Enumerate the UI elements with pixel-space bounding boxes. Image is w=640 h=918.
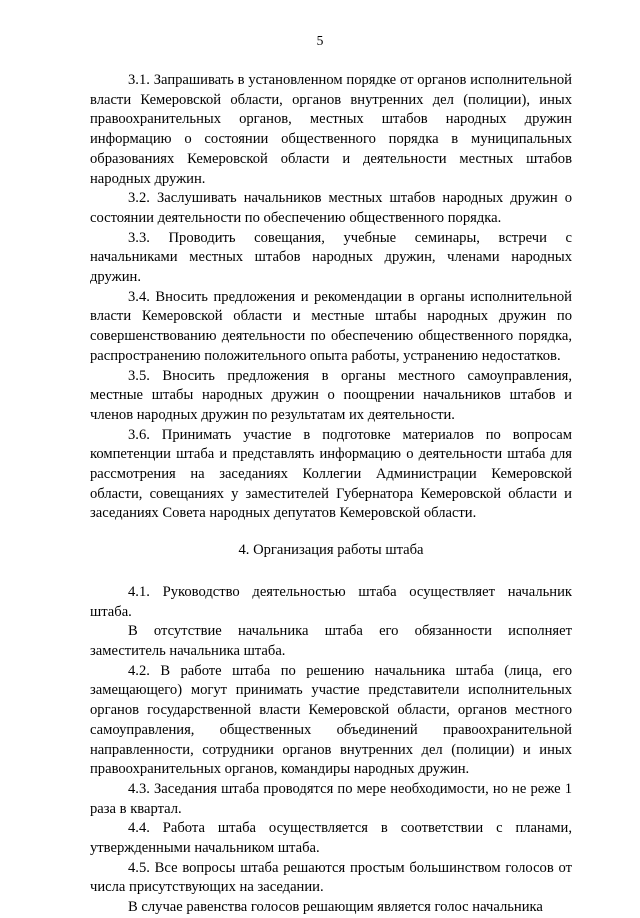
paragraph-3-4: 3.4. Вносить предложения и рекомендации в органы исполнительной власти Кемеровской области и местные штабы народных дружин по совершенствованию деятельности по обеспечению общественного порядка, распространению положительного опыта работы, устранению недостатков. (90, 288, 572, 364)
paragraph-4-4: 4.4. Работа штаба осуществляется в соответствии с планами, утвержденными начальником штаба. (90, 820, 572, 857)
section-heading: 4. Организация работы штаба (238, 542, 424, 559)
paragraph-3-1: 3.1. Запрашивать в установленном порядке от органов исполнительной власти Кемеровской области, органов внутренних дел (полиции), иных правоохранительных органов, местных штабов народных дружин информацию о состоянии общественного порядка в муниципальных образованиях Кемеровской области и деятельности местных штабов народных дружин. (90, 72, 572, 187)
paragraph-4-2: 4.2. В работе штаба по решению начальника штаба (лица, его замещающего) могут принимать участие представители исполнительных органов государственной власти Кемеровской области, органов местного самоуправления, общественных объединений правоохранительной направленности, сотрудники органов внутренних дел (полиции) и иных правоохранительных органов, командиры народных дружин. (90, 662, 572, 778)
paragraph-3-5: 3.5. Вносить предложения в органы местного самоуправления, местные штабы народных дружин о поощрении начальников штабов и членов народных дружин по результатам их деятельности. (90, 367, 572, 423)
page-number: 5 (316, 33, 324, 48)
paragraph-3-6: 3.6. Принимать участие в подготовке материалов по вопросам компетенции штаба и представлять информацию о деятельности штаба для рассмотрения на заседаниях Коллегии Администрации Кемеровской области, совещаниях у заместителей Губернатора Кемеровской области и заседаниях Совета народных депутатов Кемеровской области. (90, 426, 572, 522)
paragraph-4-3: 4.3. Заседания штаба проводятся по мере необходимости, но не реже 1 раза в квартал. (90, 780, 572, 817)
document-body (90, 71, 572, 918)
paragraph-3-3: 3.3. Проводить совещания, учебные семинары, встречи с начальниками местных штабов народных дружин, членами народных дружин. (90, 229, 572, 286)
paragraph-3-2: 3.2. Заслушивать начальников местных штабов народных дружин о состоянии деятельности по обеспечению общественного порядка. (90, 190, 572, 226)
paragraph-4-5-tie: В случае равенства голосов решающим является голос начальника (128, 899, 543, 916)
paragraph-4-5: 4.5. Все вопросы штаба решаются простым большинством голосов от числа присутствующих на заседании. (90, 859, 572, 896)
paragraph-4-1-deputy: В отсутствие начальника штаба его обязанности исполняет заместитель начальника штаба. (90, 623, 572, 659)
paragraph-4-1: 4.1. Руководство деятельностью штаба осуществляет начальник штаба. (90, 583, 572, 620)
